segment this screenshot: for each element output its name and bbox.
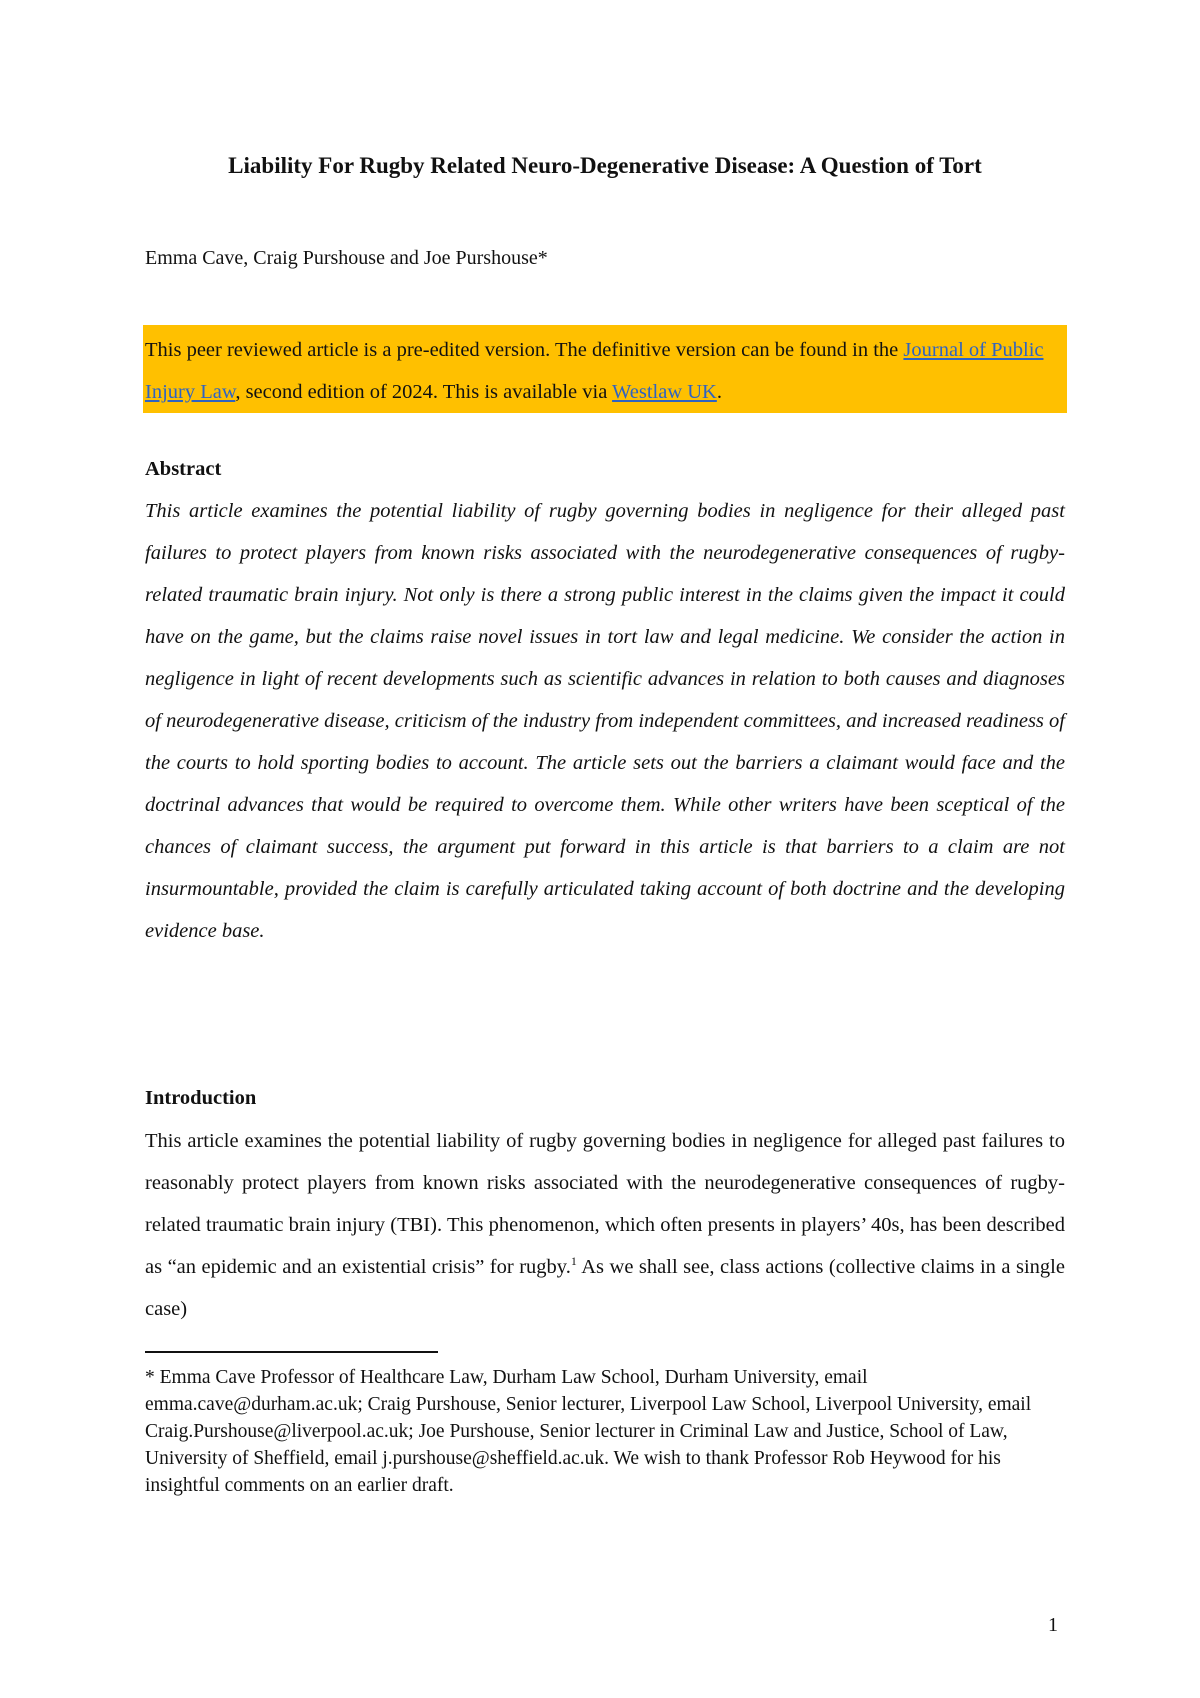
westlaw-link[interactable]: Westlaw UK [612, 381, 717, 403]
intro-text-part2: As we shall see, class actions (collective claims in a single case) [145, 1256, 1065, 1320]
footnote-separator [145, 1351, 438, 1353]
author-line: Emma Cave, Craig Purshouse and Joe Purshouse* [145, 247, 548, 269]
abstract-body: This article examines the potential liability of rugby governing bodies in negligence for their alleged past failures to protect players from known risks associated with the neurodegenerative consequences of rugby-related traumatic brain injury. Not only is there a strong public interest in the claims given the impact it could have on the game, but the claims raise novel issues in tort law and legal medicine. We consider the action in negligence in light of recent developments such as scientific advances in relation to both causes and diagnoses of neurodegenerative disease, criticism of the industry from independent committees, and increased readiness of the courts to hold sporting bodies to account. The article sets out the barriers a claimant would face and the doctrinal advances that would be required to overcome them. While other writers have been sceptical of the chances of claimant success, the argument put forward in this article is that barriers to a claim are not insurmountable, provided the claim is carefully articulated taking account of both doctrine and the developing evidence base. [145, 500, 1065, 942]
article-title: Liability For Rugby Related Neuro-Degenerative Disease: A Question of Tort [228, 153, 982, 178]
page-number: 1 [1048, 1614, 1058, 1636]
notice-text-part3: . [716, 381, 722, 403]
notice-text-part1: This peer reviewed article is a pre-edited version. The definitive version can be found in the [145, 339, 904, 361]
introduction-body [145, 1120, 1065, 1330]
footnote-reference[interactable]: 1 [570, 1254, 577, 1269]
journal-link[interactable]: Journal of Public Injury Law [145, 339, 1044, 403]
author-footnote: * Emma Cave Professor of Healthcare Law, Durham Law School, Durham University, email emma.cave@durham.ac.uk; Craig Purshouse, Senior lecturer, Liverpool Law School, Liverpool University, email Craig.Purshouse@liverpool.ac.uk; Joe Purshouse, Senior lecturer in Criminal Law and Justice, School of Law, University of Sheffield, email j.purshouse@sheffield.ac.uk. We wish to thank Professor Rob Heywood for his insightful comments on an earlier draft. [145, 1367, 1032, 1496]
intro-text-part1: This article examines the potential liability of rugby governing bodies in negligence for alleged past failures to reasonably protect players from known risks associated with the neurodegenerative consequences of rugby-related traumatic brain injury (TBI). This phenomenon, which often presents in players’ 40s, has been described as “an epidemic and an existential crisis” for rugby. [145, 1130, 1065, 1278]
publication-notice [143, 325, 1067, 413]
notice-text-part2: , second edition of 2024. This is available via [235, 381, 613, 403]
introduction-heading: Introduction [145, 1087, 257, 1109]
abstract-heading: Abstract [145, 458, 222, 480]
